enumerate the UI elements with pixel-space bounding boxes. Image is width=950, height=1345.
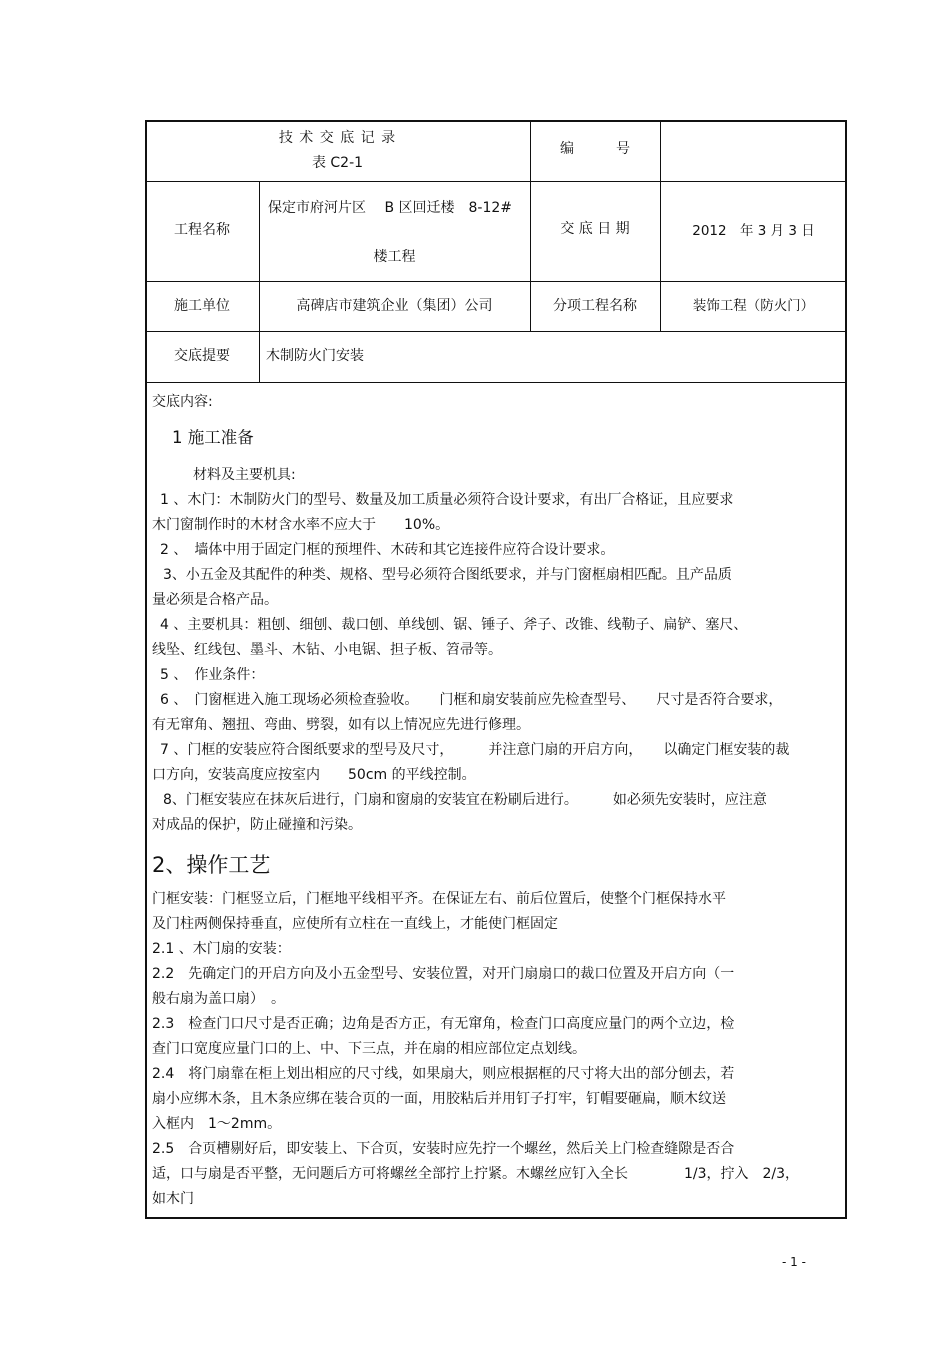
project-name-label: 工程名称 (174, 222, 230, 238)
constructor-value: 高碑店市建筑企业（集团）公司 (296, 298, 493, 314)
project-name-value: 保定市府河片区 B 区回迁楼 8-12# (268, 200, 513, 216)
summary-label: 交底提要 (174, 348, 230, 364)
subproject-value: 装饰工程（防火门） (692, 298, 815, 314)
content-line: 2.2 先确定门的开启方向及小五金型号、安装位置，对开门扇扇口的裁口位置及开启方向（一 (152, 966, 735, 982)
row-divider (145, 181, 847, 182)
content-line: 门框安装：门框竖立后，门框地平线相平齐。在保证左右、前后位置后，使整个门框保持水平 (152, 891, 726, 907)
content-line: 适，口与扇是否平整，无问题后方可将螺丝全部拧上拧紧。木螺丝应钉入全长 1/3，拧入 2/3， (152, 1166, 800, 1182)
content-line: 2.5 合页槽剔好后，即安装上、下合页，安装时应先拧一个螺丝，然后关上门检查缝隙是否合 (152, 1141, 735, 1157)
content-line: 8、门框安装应在抹灰后进行，门扇和窗扇的安装宜在粉刷后进行。 如必须先安装时，应注意 (163, 792, 767, 808)
row-divider (145, 382, 847, 383)
summary-value: 木制防火门安装 (266, 348, 364, 364)
content-line: 量必须是合格产品。 (152, 592, 278, 608)
content-line: 1 、木门：木制防火门的型号、数量及加工质量必须符合设计要求，有出厂合格证，且应要求 (160, 492, 734, 508)
project-name-value-cont: 楼工程 (373, 249, 416, 265)
content-line: 及门柱两侧保持垂直，应使所有立柱在一直线上，才能使门框固定 (152, 916, 558, 932)
section2-title: 2、操作工艺 (152, 853, 271, 877)
content-line: 般右扇为盖口扇） 。 (152, 991, 285, 1007)
content-line: 2.3 检查门口尺寸是否正确；边角是否方正，有无窜角，检查门口高度应量门的两个立边，检 (152, 1016, 735, 1032)
content-line: 7 、门框的安装应符合图纸要求的型号及尺寸， 并注意门扇的开启方向， 以确定门框安装的裁 (160, 742, 790, 758)
content-line: 入框内 1～2mm。 (152, 1116, 282, 1132)
col-divider (259, 181, 260, 382)
subproject-label: 分项工程名称 (553, 298, 637, 314)
content-line: 线坠、红线包、墨斗、木钻、小电锯、担子板、笤帚等。 (152, 642, 502, 658)
content-line: 2 、 墙体中用于固定门框的预埋件、木砖和其它连接件应符合设计要求。 (160, 542, 615, 558)
content-line: 查门口宽度应量门口的上、中、下三点，并在扇的相应部位定点划线。 (152, 1041, 586, 1057)
content-line: 2.1 、木门扇的安装： (152, 941, 291, 957)
form-title: 技 术 交 底 记 录 (278, 130, 397, 146)
section1-title: 1 施工准备 (172, 428, 254, 447)
page-number: - 1 - (782, 1255, 806, 1269)
content-label: 交底内容: (152, 394, 213, 410)
date-value: 2012 年 3 月 3 日 (692, 223, 815, 239)
constructor-label: 施工单位 (174, 298, 230, 314)
content-line: 6 、 门窗框进入施工现场必须检查验收。 门框和扇安装前应先检查型号、 尺寸是否符合要求， (160, 692, 783, 708)
content-line: 扇小应绑木条，且木条应绑在装合页的一面，用胶粘后并用钉子打牢，钉帽要砸扁，顺木纹送 (152, 1091, 726, 1107)
content-line: 2.4 将门扇靠在柜上划出相应的尺寸线，如果扇大，则应根据框的尺寸将大出的部分刨去，若 (152, 1066, 735, 1082)
content-line: 5 、 作业条件： (160, 667, 265, 683)
content-line: 木门窗制作时的木材含水率不应大于 10%。 (152, 517, 450, 533)
row-divider (145, 331, 847, 332)
date-label: 交 底 日 期 (560, 221, 630, 237)
content-line: 4 、主要机具：粗刨、细刨、裁口刨、单线刨、锯、锤子、斧子、改锥、线勒子、扁铲、塞尺、 (160, 617, 748, 633)
content-line: 3、小五金及其配件的种类、规格、型号必须符合图纸要求，并与门窗框扇相匹配。且产品质 (163, 567, 732, 583)
content-line: 如木门 (152, 1191, 194, 1207)
row-divider (145, 281, 847, 282)
number-label: 编 号 (560, 141, 630, 157)
content-line: 口方向，安装高度应按室内 50cm 的平线控制。 (152, 767, 476, 783)
content-line: 材料及主要机具: (193, 467, 296, 483)
content-line: 对成品的保护，防止碰撞和污染。 (152, 817, 362, 833)
form-code: 表 C2-1 (311, 155, 364, 171)
content-line: 有无窜角、翘扭、弯曲、劈裂，如有以上情况应先进行修理。 (152, 717, 530, 733)
